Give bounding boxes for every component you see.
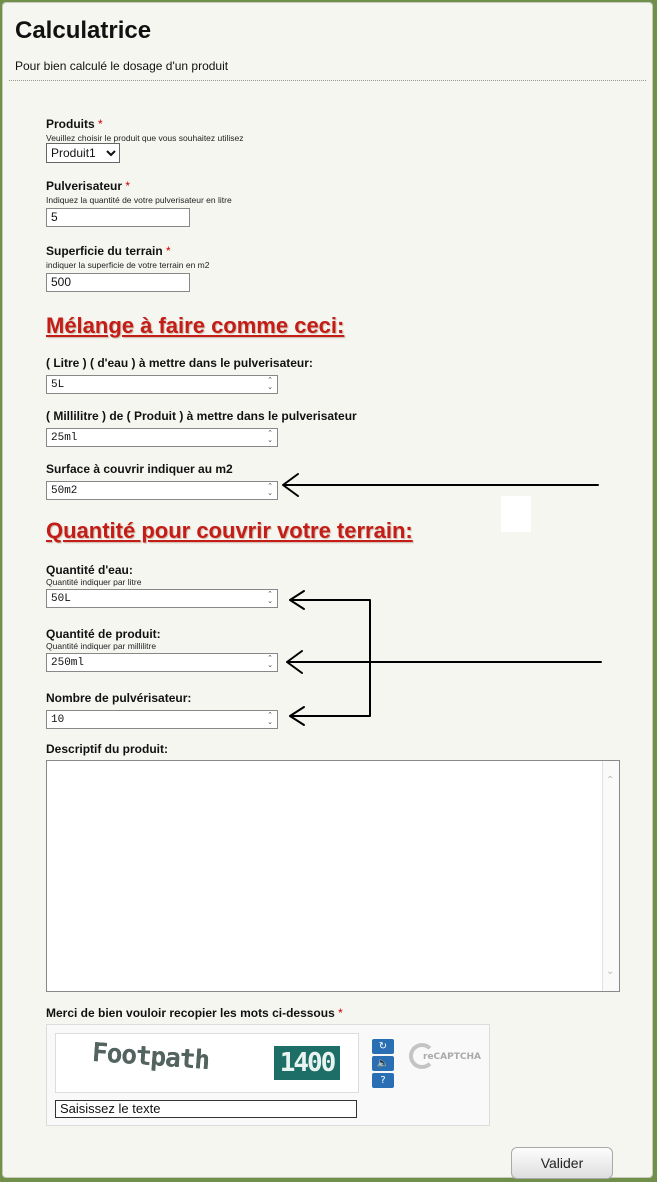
scroll-up-icon[interactable]: ⌃ [606,775,615,786]
quantite-produit-spinbox[interactable]: 250ml ⌃ ⌄ [46,653,278,672]
captcha-word-1: Footpath [91,1037,211,1077]
arrow-quantite-produit [287,651,601,673]
refresh-icon[interactable]: ↻ [372,1039,394,1054]
pulverisateur-input[interactable]: 5 [46,208,190,227]
superficie-label: Superficie du terrain * [46,244,171,258]
captcha-label: Merci de bien vouloir recopier les mots ci-dessous * [46,1006,343,1020]
section-quantite-title: Quantité pour couvrir votre terrain: [46,518,413,543]
audio-icon[interactable]: 🔈 [372,1056,394,1071]
page-title: Calculatrice [15,17,152,44]
nombre-pulverisateur-label: Nombre de pulvérisateur: [46,691,192,705]
captcha-input[interactable]: Saisissez le texte [55,1100,357,1118]
produits-hint: Veuillez choisir le produit que vous souhaitez utilisez [46,133,244,143]
pulverisateur-label: Pulverisateur * [46,179,131,193]
help-icon[interactable]: ? [372,1073,394,1088]
pulverisateur-hint: Indiquez la quantité de votre pulverisateur en litre [46,195,232,205]
captcha-word-2: 1400 [274,1046,340,1080]
millilitre-produit-label: ( Millilitre ) de ( Produit ) à mettre dans le pulverisateur [46,409,357,423]
description-label: Descriptif du produit: [46,742,168,756]
superficie-input[interactable]: 500 [46,273,190,292]
spin-arrows-icon[interactable]: ⌃ ⌄ [267,429,273,444]
nombre-pulverisateur-spinbox[interactable]: 10 ⌃ ⌄ [46,710,278,729]
quantite-produit-label: Quantité de produit: [46,627,161,641]
superficie-hint: indiquer la superficie de votre terrain en m2 [46,260,210,270]
spin-arrows-icon[interactable]: ⌃ ⌄ [267,711,273,726]
produits-label: Produits * [46,117,103,131]
millilitre-produit-spinbox[interactable]: 25ml ⌃ ⌄ [46,428,278,447]
arrow-surface [283,474,598,496]
litre-eau-label: ( Litre ) ( d'eau ) à mettre dans le pulverisateur: [46,356,313,370]
surface-couvrir-label: Surface à couvrir indiquer au m2 [46,462,233,476]
scroll-down-icon[interactable]: ⌄ [606,966,615,977]
spin-arrows-icon[interactable]: ⌃ ⌄ [267,590,273,605]
spin-arrows-icon[interactable]: ⌃ ⌄ [267,482,273,497]
quantite-eau-label: Quantité d'eau: [46,563,133,577]
quantite-produit-hint: Quantité indiquer par millilitre [46,641,157,651]
quantite-eau-hint: Quantité indiquer par litre [46,577,142,587]
spin-arrows-icon[interactable]: ⌃ ⌄ [267,654,273,669]
page-subtitle: Pour bien calculé le dosage d'un produit [15,59,229,73]
litre-eau-spinbox[interactable]: 5L ⌃ ⌄ [46,375,278,394]
bracket-connector [290,600,370,716]
submit-button[interactable]: Valider [511,1147,613,1179]
spin-arrows-icon[interactable]: ⌃ ⌄ [267,376,273,391]
quantite-eau-spinbox[interactable]: 50L ⌃ ⌄ [46,589,278,608]
recaptcha-brand: reCAPTCHA [423,1052,481,1062]
surface-couvrir-spinbox[interactable]: 50m2 ⌃ ⌄ [46,481,278,500]
section-melange-title: Mélange à faire comme ceci: [46,313,345,338]
